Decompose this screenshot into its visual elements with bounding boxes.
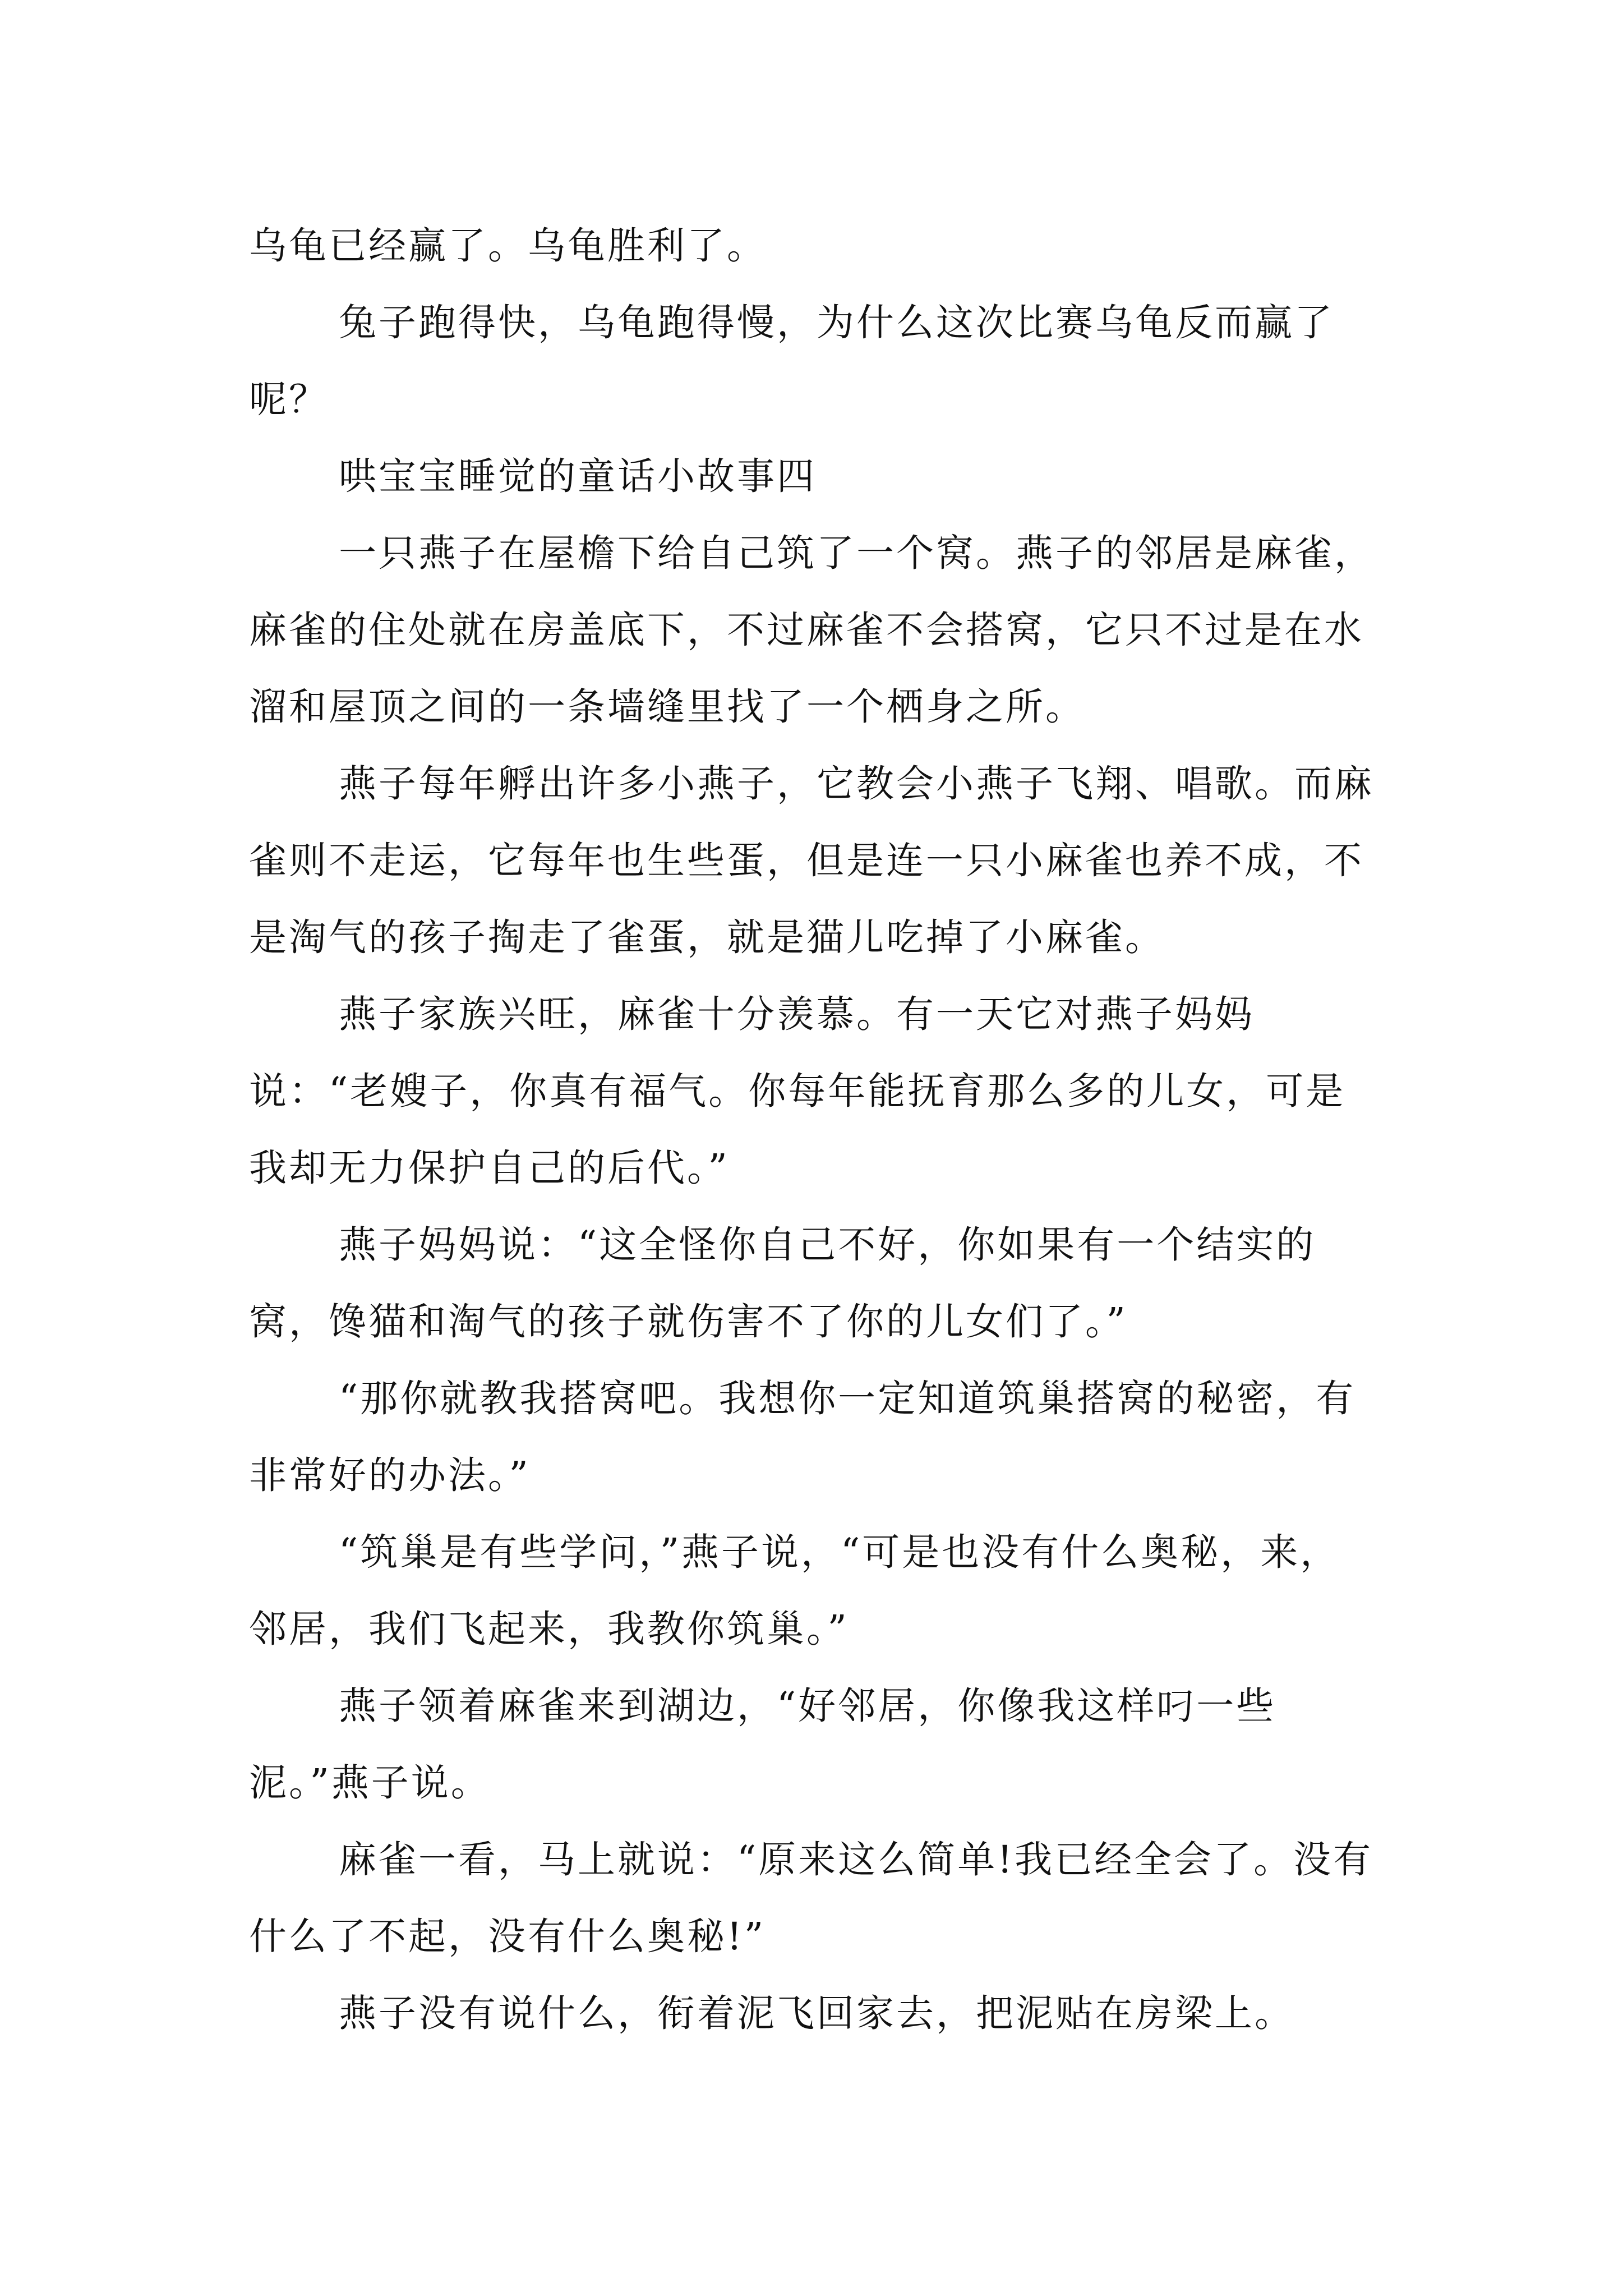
paragraph-8: “那你就教我搭窝吧。我想你一定知道筑巢搭窝的秘密，有非常好的办法。” [249, 1377, 1356, 1497]
paragraph-2: 兔子跑得快，乌龟跑得慢，为什么这次比赛乌龟反而赢了呢？ [249, 301, 1334, 421]
paragraph-4: 一只燕子在屋檐下给自己筑了一个窝。燕子的邻居是麻雀，麻雀的住处就在房盖底下，不过麻雀不会搭窝，它只不过是在水溜和屋顶之间的一条墙缝里找了一个栖身之所。 [249, 531, 1374, 729]
paragraph-11: 麻雀一看，马上就说：“原来这么简单!我已经全会了。没有什么了不起，没有什么奥秘!” [249, 1838, 1373, 1958]
section-heading: 哄宝宝睡觉的童话小故事四 [339, 454, 817, 498]
paragraph-1: 乌龟已经赢了。乌龟胜利了。 [249, 224, 767, 268]
story-text [249, 208, 1376, 2052]
paragraph-5: 燕子每年孵出许多小燕子，它教会小燕子飞翔、唱歌。而麻雀则不走运，它每年也生些蛋，但是连一只小麻雀也养不成，不是淘气的孩子掏走了雀蛋，就是猫儿吃掉了小麻雀。 [249, 762, 1374, 959]
paragraph-6: 燕子家族兴旺，麻雀十分羡慕。有一天它对燕子妈妈说：“老嫂子，你真有福气。你每年能抚育那么多的儿女，可是我却无力保护自己的后代。” [249, 992, 1346, 1190]
paragraph-9: “筑巢是有些学问，”燕子说，“可是也没有什么奥秘，来，邻居，我们飞起来，我教你筑巢。” [249, 1530, 1340, 1651]
paragraph-12: 燕子没有说什么，衔着泥飞回家去，把泥贴在房梁上。 [339, 1991, 1294, 2035]
paragraph-7: 燕子妈妈说：“这全怪你自己不好，你如果有一个结实的窝，馋猫和淘气的孩子就伤害不了你的儿女们了。” [249, 1223, 1316, 1343]
paragraph-10: 燕子领着麻雀来到湖边，“好邻居，你像我这样叼一些泥。”燕子说。 [249, 1684, 1276, 1805]
